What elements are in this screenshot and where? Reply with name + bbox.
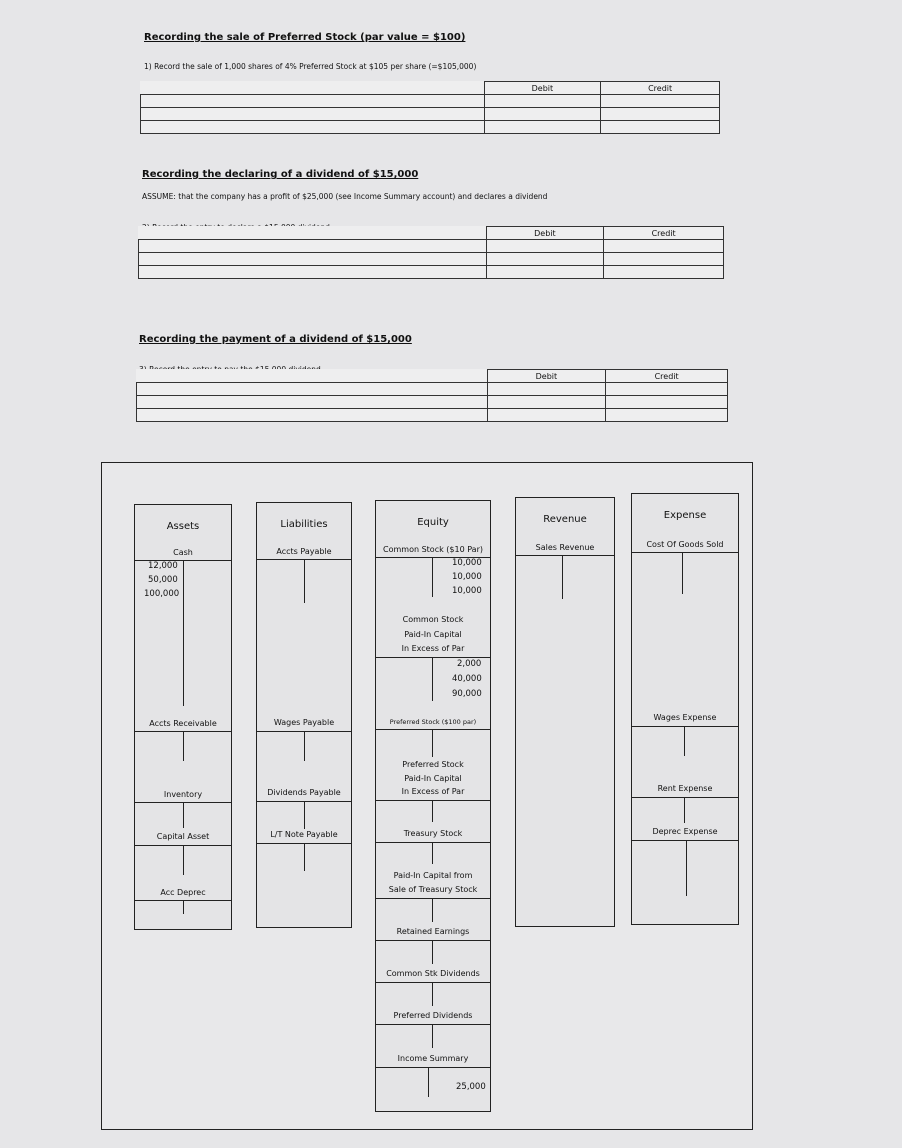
revenue-column — [515, 497, 615, 927]
retained-earnings-account: Retained Earnings — [396, 927, 470, 936]
credit-cell[interactable] — [606, 396, 728, 409]
ps-apic-account-line1: Preferred Stock — [402, 760, 464, 769]
common-stock-value: 10,000 — [452, 586, 482, 596]
debit-cell[interactable] — [486, 240, 604, 253]
journal-table-3 — [136, 369, 728, 422]
income-summary-value: 25,000 — [456, 1082, 486, 1092]
equity-title: Equity — [417, 517, 449, 528]
section1-instruction: 1) Record the sale of 1,000 shares of 4% Preferred Stock at $105 per share (=$105,000) — [144, 62, 477, 71]
deprec-expense-account: Deprec Expense — [652, 827, 718, 836]
section2-assume: ASSUME: that the company has a profit of $25,000 (see Income Summary account) and declares a dividend — [142, 192, 548, 201]
common-stock-value: 10,000 — [452, 572, 482, 582]
cs-apic-account-line3: In Excess of Par — [401, 644, 465, 653]
cs-apic-account-line1: Common Stock — [402, 615, 464, 624]
account-cell[interactable] — [137, 396, 488, 409]
account-cell[interactable] — [141, 121, 485, 134]
account-cell[interactable] — [139, 240, 487, 253]
credit-cell[interactable] — [604, 266, 724, 279]
account-cell[interactable] — [139, 266, 487, 279]
cs-apic-value: 2,000 — [457, 659, 482, 669]
capital-asset-account: Capital Asset — [156, 832, 210, 841]
credit-header: Credit — [606, 370, 728, 383]
inventory-account: Inventory — [163, 790, 203, 799]
cash-account: Cash — [173, 548, 193, 557]
cash-value: 12,000 — [148, 561, 178, 571]
cogs-account: Cost Of Goods Sold — [646, 540, 724, 549]
account-cell[interactable] — [141, 95, 485, 108]
accts-receivable-account: Accts Receivable — [149, 719, 217, 728]
credit-cell[interactable] — [601, 95, 720, 108]
expense-column — [631, 493, 739, 925]
account-cell[interactable] — [137, 409, 488, 422]
credit-cell[interactable] — [601, 121, 720, 134]
debit-cell[interactable] — [484, 108, 601, 121]
journal-table-2 — [138, 226, 724, 279]
debit-header: Debit — [487, 370, 606, 383]
section3-heading: Recording the payment of a dividend of $15,000 — [139, 334, 412, 345]
credit-header: Credit — [604, 227, 724, 240]
treasury-stock-account: Treasury Stock — [403, 829, 463, 838]
debit-cell[interactable] — [484, 95, 601, 108]
assets-title: Assets — [166, 521, 200, 532]
preferred-stock-account: Preferred Stock ($100 par) — [389, 718, 477, 726]
debit-cell[interactable] — [487, 409, 606, 422]
income-summary-account: Income Summary — [397, 1054, 469, 1063]
rent-expense-account: Rent Expense — [657, 784, 713, 793]
accts-payable-account: Accts Payable — [276, 547, 332, 556]
preferred-dividends-account: Preferred Dividends — [393, 1011, 473, 1020]
sales-revenue-account: Sales Revenue — [535, 543, 595, 552]
cs-apic-value: 40,000 — [452, 674, 482, 684]
ps-apic-account-line3: In Excess of Par — [401, 787, 465, 796]
credit-cell[interactable] — [606, 409, 728, 422]
account-cell[interactable] — [137, 383, 488, 396]
wages-payable-account: Wages Payable — [273, 718, 335, 727]
section2-heading: Recording the declaring of a dividend of $15,000 — [142, 169, 419, 180]
ps-apic-account-line2: Paid-In Capital — [404, 774, 462, 783]
debit-cell[interactable] — [486, 253, 604, 266]
debit-header: Debit — [484, 82, 601, 95]
common-stock-value: 10,000 — [452, 558, 482, 568]
account-cell[interactable] — [141, 108, 485, 121]
account-cell[interactable] — [139, 253, 487, 266]
credit-cell[interactable] — [606, 383, 728, 396]
debit-header: Debit — [486, 227, 604, 240]
revenue-title: Revenue — [543, 514, 587, 525]
cs-apic-value: 90,000 — [452, 689, 482, 699]
liabilities-title: Liabilities — [280, 519, 328, 530]
expense-title: Expense — [663, 510, 707, 521]
credit-cell[interactable] — [601, 108, 720, 121]
credit-cell[interactable] — [604, 240, 724, 253]
cash-value: 50,000 — [148, 575, 178, 585]
lt-note-payable-account: L/T Note Payable — [270, 830, 338, 839]
credit-header: Credit — [601, 82, 720, 95]
dividends-payable-account: Dividends Payable — [267, 788, 341, 797]
debit-cell[interactable] — [487, 396, 606, 409]
cash-value: 100,000 — [144, 589, 180, 599]
debit-cell[interactable] — [484, 121, 601, 134]
debit-cell[interactable] — [486, 266, 604, 279]
cs-apic-account-line2: Paid-In Capital — [404, 630, 462, 639]
acc-deprec-account: Acc Deprec — [160, 888, 206, 897]
pic-treasury-account-line2: Sale of Treasury Stock — [388, 885, 478, 894]
journal-table-1 — [140, 81, 720, 134]
common-stock-account: Common Stock ($10 Par) — [383, 545, 483, 554]
debit-cell[interactable] — [487, 383, 606, 396]
section1-heading: Recording the sale of Preferred Stock (par value = $100) — [144, 32, 466, 43]
common-stk-dividends-account: Common Stk Dividends — [386, 969, 480, 978]
credit-cell[interactable] — [604, 253, 724, 266]
wages-expense-account: Wages Expense — [653, 713, 717, 722]
pic-treasury-account-line1: Paid-In Capital from — [393, 871, 473, 880]
